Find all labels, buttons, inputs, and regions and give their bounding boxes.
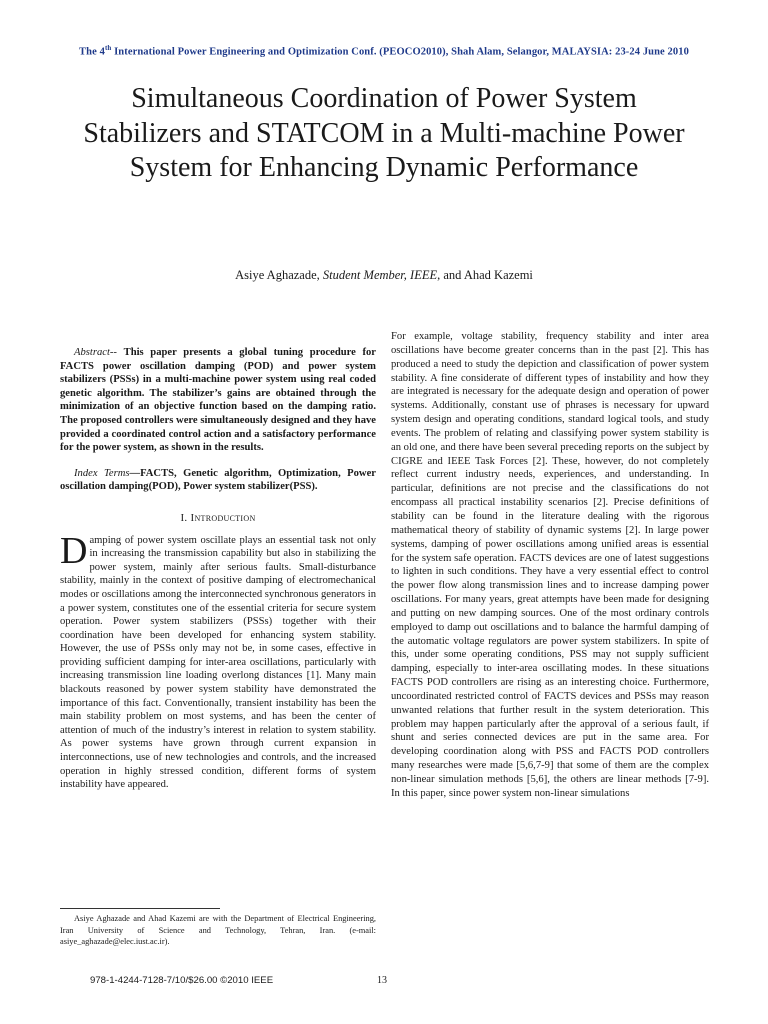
paper-title: Simultaneous Coordination of Power System Stabilizers and STATCOM in a Multi-machine Power System for Enhancing Dynamic Performance	[83, 83, 685, 183]
conference-rest: International Power Engineering and Optimization Conf. (PEOCO2010), Shah Alam, Selangor, MALAYSIA: 23-24 June 2010	[111, 46, 689, 58]
isbn-copyright: 978-1-4244-7128-7/10/$26.00 ©2010 IEEE	[90, 975, 274, 986]
abstract-text: This paper presents a global tuning procedure for FACTS power oscillation damping (POD) and power system stabilizers (PSSs) in a multi-machine power system using real coded genetic algorithm. The stabilizer’s gains are obtained through the minimization of an objective function based on the damping ratio. The proposed controllers were simultaneously designed and they have provided a coordinated control action and a satisfactory performance for the power system, as shown in the results.	[60, 347, 376, 454]
abstract	[60, 346, 376, 455]
author-footnote: Asiye Aghazade and Ahad Kazemi are with the Department of Electrical Engineering, Iran University of Science and Technology, Tehran, Iran. (e-mail: asiye_aghazade@elec.iust.ac.ir).	[60, 914, 376, 947]
section-heading	[60, 512, 376, 526]
conference-header	[0, 44, 768, 58]
section-title: Introduction	[190, 511, 256, 524]
drop-cap: D	[60, 529, 88, 572]
author-2: , and Ahad Kazemi	[437, 268, 533, 282]
intro-text: amping of power system oscillate plays an essential task not only in increasing the transmission capability but also in stabilizing the power system, mainly after serious faults. Small-disturbance stability, mainly in the context of positive damping of electromechanical modes or oscillations among the interconnected synchronous generators in a power system, constitutes one of the essential criteria for secure system operation. Power system stabilizers (PSSs) together with their coordination have been developed for enhancing system stability. However, the use of PSSs only may not be, in some cases, effective in providing sufficient damping for inter-area oscillations, particularly with increasing transmission line loading overlong distances [1]. Many main blackouts reasoned by power system stability have demonstrated the importance of this fact. Conventionally, transient instability has been the main stability problem on most systems, and has been the center of attention of much of the industry’s interest in relation to system stability. As power systems have grown through current expansion in interconnections, use of new technologies and controls, and the increased operation in highly stressed condition, different forms of system instability have appeared.	[60, 534, 376, 791]
index-terms	[60, 467, 376, 494]
right-column	[391, 330, 709, 801]
index-terms-dash: —	[129, 467, 141, 479]
index-terms-label: Index Terms	[74, 467, 130, 479]
abstract-dash: --	[109, 347, 124, 358]
section-number: I.	[180, 511, 191, 524]
author-1: Asiye Aghazade,	[235, 268, 323, 282]
conference-prefix: The 4	[79, 46, 105, 58]
left-column	[60, 346, 376, 792]
intro-paragraph	[60, 529, 376, 792]
index-terms-text: FACTS, Genetic algorithm, Optimization, Power oscillation damping(POD), Power system stabilizer(PSS).	[60, 467, 376, 493]
author-1-role: Student Member, IEEE	[322, 268, 438, 282]
right-column-paragraph: For example, voltage stability, frequency stability and inter area oscillations have become greater concerns than in the past [2]. This has produced a need to study the depiction and classification of power system stability. A fine considerate of different types of instability and how they are integrated is necessary for the adequate design and operation of power systems. Additionally, constant use of phrases is necessary for upward system design and operating conditions, standard logical tools, and study events. The problem of relating and classifying power system stability is an old one, and there have been several preceding reports on the subject by CIGRE and IEEE Task Forces [2]. These, however, do not completely reflect current industry needs, experiences, and understanding. In particular, definitions are not precise and the classifications do not encompass all practical instability scenarios [2]. Precise definitions of stability can be found in the literature dealing with the rigorous mathematical theory of stability of dynamic systems [2]. In large power systems, damping of power oscillations among unified areas is essential for the system safe operation. FACTS devices are one of latest suggestions to lighten in such conditions. They have a very essential effect to control the power flow along transmission lines and to increase damping power oscillations. For many years, great attempts have been made for designing and putting on new damping sources. One of the most ordinary controls employed to damp out oscillations and to balance the harmful damping of the automatic voltage regulators are power system stabilizers. In spite of this, under some operating conditions, PSS may not supply sufficient damping, especially to inter-area oscillating modes. In these situations FACTS POD controllers are rising as an interesting choice. Furthermore, uncoordinated restricted control of FACTS devices and PSSs may reason unwanted relations that further result in the system deterioration. This problem may happen particularly after the approval of a serious fault, if shunt and series connected devices are put in the same area. For developing coordination along with PSS and FACTS POD controllers many researches were made [5,6,7-9] that some of them are the complex non-linear simulation methods [5,6], the others are linear methods [7-9]. In this paper, since power system non-linear simulations	[391, 331, 709, 799]
ordinal-suffix: th	[104, 44, 112, 52]
abstract-label: Abstract	[74, 347, 110, 358]
author-line	[0, 268, 768, 283]
footnote-rule	[60, 908, 220, 909]
page-number: 13	[377, 975, 387, 986]
